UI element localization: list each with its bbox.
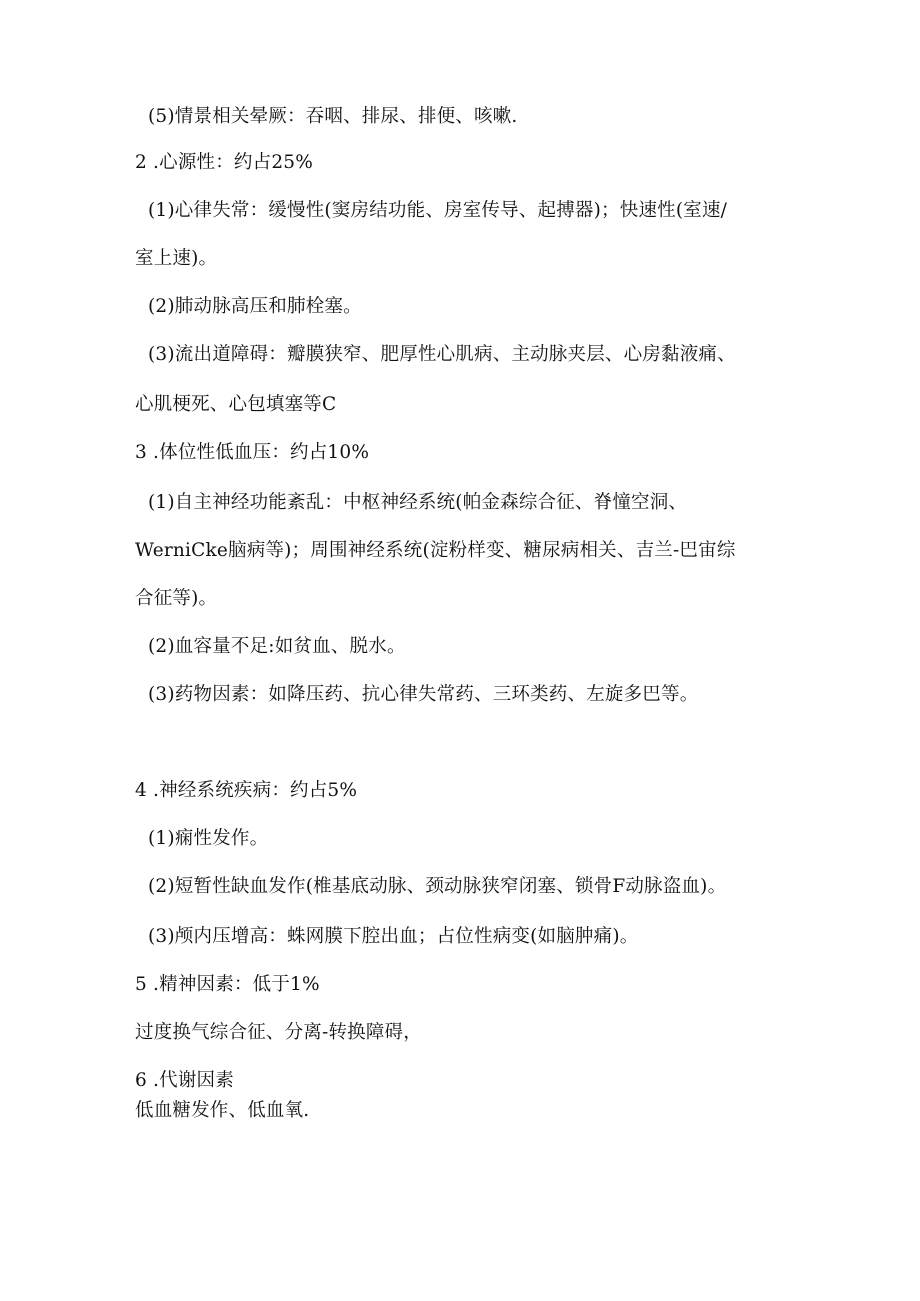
item-drug-factors: (3)药物因素：如降压药、抗心律失常药、三环类药、左旋多巴等。 [148, 684, 699, 705]
item-arrhythmia: (1)心律失常：缓慢性(窦房结功能、房室传导、起搏器)；快速性(室速/ [148, 200, 728, 221]
item-situational-syncope: (5)情景相关晕厥：吞咽、排尿、排便、咳嗽. [148, 106, 518, 127]
item-tia: (2)短暂性缺血发作(椎基底动脉、颈动脉狭窄闭塞、锁骨F动脉盗血)。 [148, 876, 727, 897]
item-seizure: (1)痫性发作。 [148, 828, 269, 849]
item-hypoglycemia: 低血糖发作、低血氧. [135, 1100, 310, 1121]
item-outflow-obstruction: (3)流出道障碍：瓣膜狭窄、肥厚性心肌病、主动脉夹层、心房黏液痛、 [148, 344, 736, 365]
item-intracranial-pressure: (3)颅内压增高：蛛网膜下腔出血；占位性病变(如脑肿痛)。 [148, 926, 639, 947]
heading-metabolic: 6 .代谢因素 [135, 1070, 234, 1091]
item-hypovolemia: (2)血容量不足:如贫血、脱水。 [148, 636, 406, 657]
item-outflow-obstruction-cont: 心肌梗死、心包填塞等C [135, 394, 337, 415]
item-arrhythmia-cont: 室上速)。 [135, 248, 218, 269]
item-autonomic-dysfunction: (1)自主神经功能紊乱：中枢神经系统(帕金森综合征、脊憧空洞、 [148, 492, 688, 513]
item-hyperventilation: 过度换气综合征、分离-转换障碍， [135, 1022, 422, 1043]
heading-orthostatic: 3 .体位性低血压：约占10% [135, 442, 370, 463]
heading-neurological: 4 .神经系统疾病：约占5% [135, 780, 358, 801]
item-autonomic-dysfunction-cont2: 合征等)。 [135, 588, 218, 609]
heading-psychiatric: 5 .精神因素：低于1% [135, 974, 320, 995]
item-pulmonary-hypertension: (2)肺动脉高压和肺栓塞。 [148, 296, 362, 317]
heading-cardiogenic: 2 .心源性：约占25% [135, 152, 314, 173]
item-autonomic-dysfunction-cont1: WerniCke脑病等)；周围神经系统(淀粉样变、糖尿病相关、吉兰-巴宙综 [135, 540, 736, 561]
